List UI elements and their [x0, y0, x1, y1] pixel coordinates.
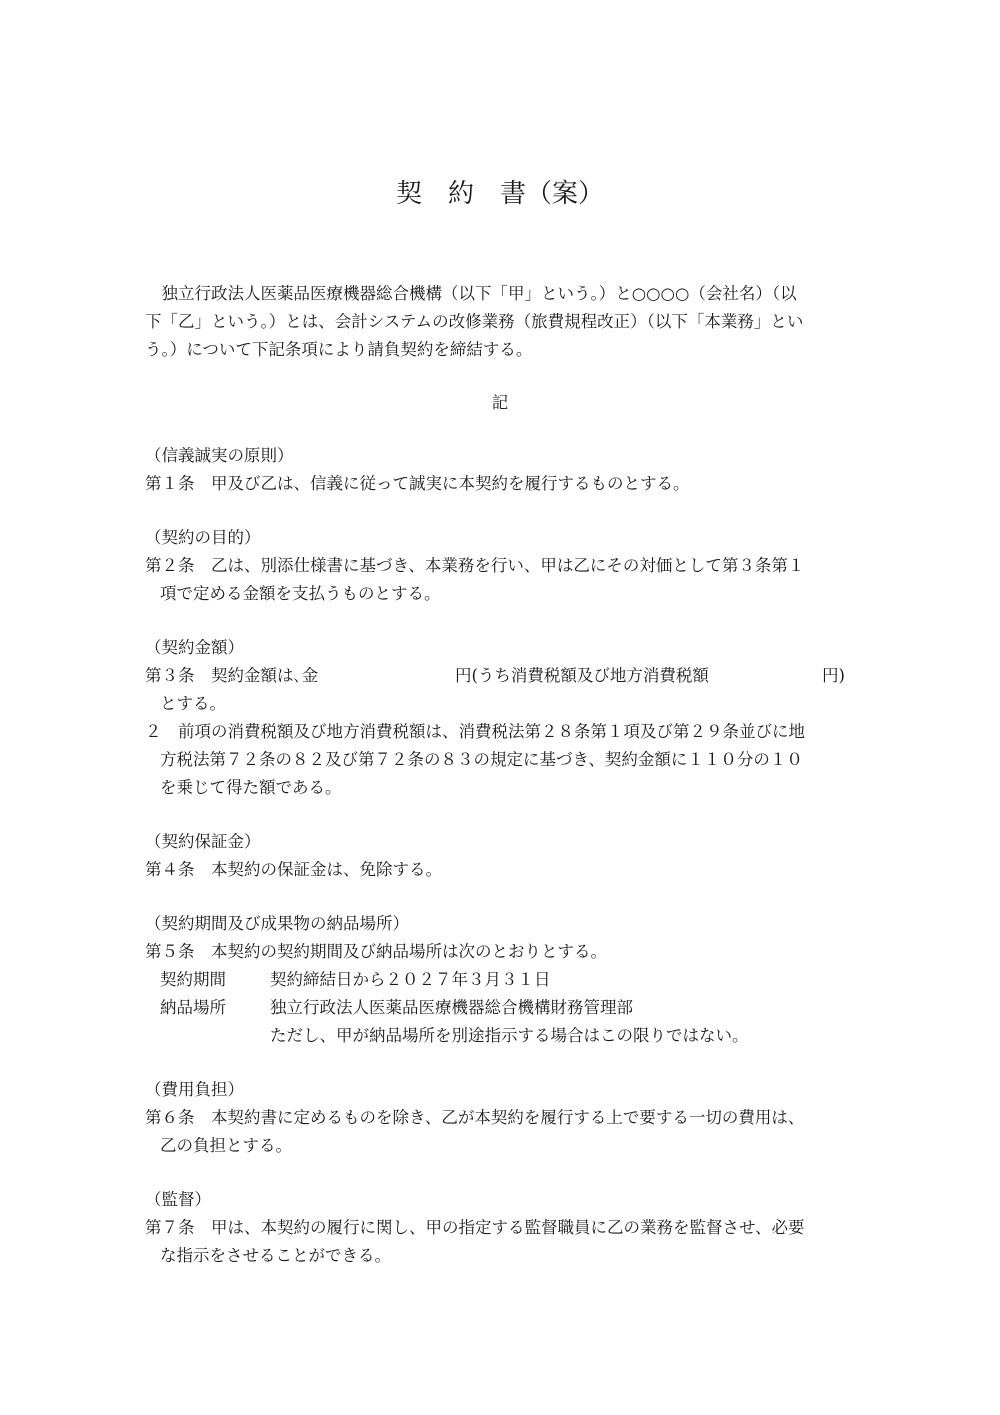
- article-6-text-1: 第６条 本契約書に定めるものを除き、乙が本契約を履行する上で要する一切の費用は、: [145, 1108, 805, 1127]
- article-3-para2-line-2: 方税法第７２条の８２及び第７２条の８３の規定に基づき、契約金額に１１０分の１０: [160, 750, 803, 769]
- contract-period-value: 契約締結日から２０２７年３月３１日: [270, 970, 551, 989]
- intro-line-1: 独立行政法人医薬品医療機器総合機構（以下「甲」という。）と○○○○（会社名）（以: [145, 284, 797, 303]
- article-1-heading: （信義誠実の原則）: [145, 446, 294, 465]
- article-6-text-2: 乙の負担とする。: [160, 1136, 292, 1155]
- article-6-heading: （費用負担）: [145, 1080, 244, 1099]
- article-7-text-2: な指示をさせることができる。: [160, 1246, 391, 1265]
- article-3-text-1b: 円(うち消費税額及び地方消費税額: [455, 666, 709, 685]
- article-3-text-1a: 第３条 契約金額は､金: [145, 666, 319, 685]
- delivery-place-note: ただし、甲が納品場所を別途指示する場合はこの限りではない。: [270, 1026, 749, 1045]
- article-3-text-1c: 円): [822, 666, 845, 685]
- article-2-heading: （契約の目的）: [145, 528, 261, 547]
- article-7-heading: （監督）: [145, 1190, 211, 1209]
- article-3-text-2: とする。: [160, 694, 226, 713]
- article-3-para2-line-1: ２ 前項の消費税額及び地方消費税額は、消費税法第２８条第１項及び第２９条並びに地: [145, 722, 805, 741]
- ki-heading: 記: [491, 393, 509, 412]
- delivery-place-label: 納品場所: [160, 998, 226, 1017]
- contract-period-label: 契約期間: [160, 970, 226, 989]
- article-4-text: 第４条 本契約の保証金は、免除する。: [145, 860, 442, 879]
- article-4-heading: （契約保証金）: [145, 832, 261, 851]
- article-3-para2-line-3: を乗じて得た額である。: [160, 778, 342, 797]
- intro-line-3: う。）について下記条項により請負契約を締結する。: [145, 340, 533, 359]
- article-5-text: 第５条 本契約の契約期間及び納品場所は次のとおりとする。: [145, 942, 607, 961]
- intro-line-2: 下「乙」という。）とは、会計システムの改修業務（旅費規程改正）（以下「本業務」とい: [145, 312, 804, 331]
- article-7-text-1: 第７条 甲は、本契約の履行に関し、甲の指定する監督職員に乙の業務を監督させ、必要: [145, 1218, 805, 1237]
- article-3-heading: （契約金額）: [145, 638, 244, 657]
- document-title: 契 約 書（案）: [395, 179, 604, 209]
- article-2-text-1: 第２条 乙は、別添仕様書に基づき、本業務を行い、甲は乙にその対価として第３条第１: [145, 556, 805, 575]
- article-5-heading: （契約期間及び成果物の納品場所）: [145, 914, 409, 933]
- delivery-place-value: 独立行政法人医薬品医療機器総合機構財務管理部: [270, 998, 633, 1017]
- article-2-text-2: 項で定める金額を支払うものとする。: [160, 584, 441, 603]
- article-1-text: 第１条 甲及び乙は、信義に従って誠実に本契約を履行するものとする。: [145, 474, 690, 493]
